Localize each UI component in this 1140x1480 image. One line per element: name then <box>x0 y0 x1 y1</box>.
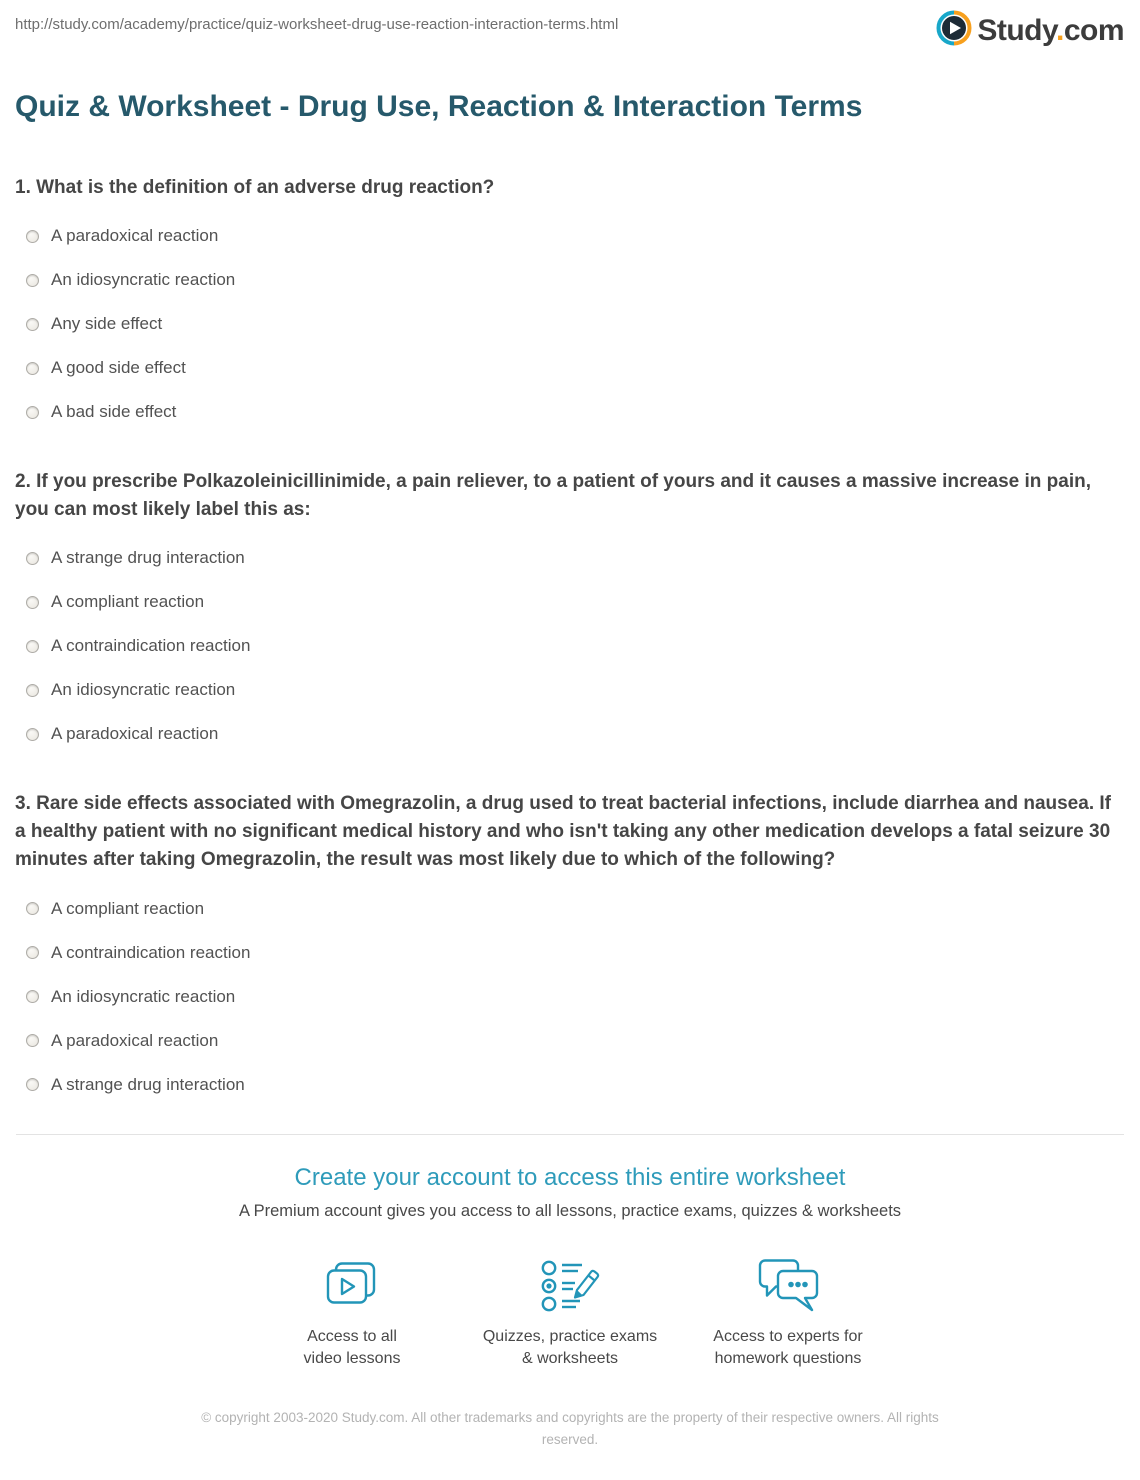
question-1-heading: 1. What is the definition of an adverse drug reaction? <box>15 176 495 198</box>
option-label[interactable]: A paradoxical reaction <box>51 724 219 744</box>
question-1 <box>15 174 1125 421</box>
feature-label: Access to all video lessons <box>303 1327 401 1368</box>
question-3-options <box>15 900 1125 1094</box>
option-row[interactable] <box>15 681 1125 699</box>
question-2-heading: 2. If you prescribe Polkazoleinicillinimide, a pain reliever, to a patient of yours and it causes a massive increase in pain, you can most likely label this as: <box>15 471 1092 521</box>
option-label[interactable]: A contraindication reaction <box>51 636 251 656</box>
studycom-play-icon <box>936 10 972 51</box>
chat-experts-icon <box>756 1257 820 1315</box>
option-row[interactable] <box>15 900 1125 918</box>
option-row[interactable] <box>15 403 1125 421</box>
radio-button[interactable] <box>26 318 39 331</box>
option-label[interactable]: An idiosyncratic reaction <box>51 270 236 289</box>
radio-button[interactable] <box>26 362 39 375</box>
radio-button[interactable] <box>26 230 39 243</box>
option-row[interactable] <box>15 227 1125 245</box>
studycom-logo[interactable] <box>936 10 1124 51</box>
feature-homework-experts <box>679 1257 897 1371</box>
section-divider <box>16 1134 1124 1135</box>
question-2 <box>15 468 1125 743</box>
option-row[interactable] <box>15 359 1125 377</box>
cta-title: Create your account to access this entire worksheet <box>294 1163 846 1191</box>
option-label[interactable]: A compliant reaction <box>51 898 205 918</box>
top-bar <box>0 0 1140 51</box>
radio-button[interactable] <box>26 596 39 609</box>
option-row[interactable] <box>15 725 1125 743</box>
option-label[interactable]: Any side effect <box>51 314 163 333</box>
radio-button[interactable] <box>26 902 39 915</box>
feature-quizzes-worksheets <box>461 1257 679 1371</box>
radio-button[interactable] <box>26 406 39 419</box>
option-row[interactable] <box>15 944 1125 962</box>
option-label[interactable]: An idiosyncratic reaction <box>51 680 236 700</box>
video-lessons-icon <box>323 1257 381 1315</box>
radio-button[interactable] <box>26 1078 39 1091</box>
option-row[interactable] <box>15 1076 1125 1094</box>
radio-button[interactable] <box>26 1034 39 1047</box>
question-3-heading: 3. Rare side effects associated with Omegrazolin, a drug used to treat bacterial infections, include diarrhea and nausea. If a healthy patient with no significant medical history and who isn't taking any other medication develops a fatal seizure 30 minutes after taking Omegrazolin, the result was most likely due to which of the following? <box>15 793 1111 871</box>
option-label[interactable]: A contraindication reaction <box>51 942 251 962</box>
option-label[interactable]: A bad side effect <box>51 402 177 421</box>
radio-button[interactable] <box>26 946 39 959</box>
question-1-options <box>15 227 1125 421</box>
copyright-text: © copyright 2003-2020 Study.com. All other trademarks and copyrights are the property of their respective owners. All rights reserved. <box>201 1410 939 1448</box>
option-row[interactable] <box>15 593 1125 611</box>
option-label[interactable]: A compliant reaction <box>51 592 205 612</box>
option-label[interactable]: A paradoxical reaction <box>51 1030 219 1050</box>
feature-video-lessons <box>243 1257 461 1371</box>
radio-button[interactable] <box>26 990 39 1003</box>
logo-wordmark: Study.com <box>977 13 1124 47</box>
question-3 <box>15 790 1125 1093</box>
feature-list <box>0 1257 1140 1371</box>
quiz-content <box>0 174 1140 1094</box>
option-row[interactable] <box>15 988 1125 1006</box>
radio-button[interactable] <box>26 274 39 287</box>
feature-label: Access to experts for homework questions <box>713 1327 863 1368</box>
question-2-options <box>15 549 1125 743</box>
option-label[interactable]: A paradoxical reaction <box>51 226 219 245</box>
radio-button[interactable] <box>26 640 39 653</box>
option-row[interactable] <box>15 271 1125 289</box>
page-title: Quiz & Worksheet - Drug Use, Reaction & Interaction Terms <box>15 90 863 123</box>
radio-button[interactable] <box>26 684 39 697</box>
page-url: http://study.com/academy/practice/quiz-worksheet-drug-use-reaction-interaction-terms.html <box>15 16 619 33</box>
radio-button[interactable] <box>26 728 39 741</box>
option-row[interactable] <box>15 315 1125 333</box>
feature-label: Quizzes, practice exams & worksheets <box>482 1327 658 1368</box>
option-row[interactable] <box>15 1032 1125 1050</box>
option-row[interactable] <box>15 637 1125 655</box>
option-row[interactable] <box>15 549 1125 567</box>
option-label[interactable]: An idiosyncratic reaction <box>51 986 236 1006</box>
cta-section <box>0 1162 1140 1480</box>
option-label[interactable]: A strange drug interaction <box>51 548 245 568</box>
option-label[interactable]: A strange drug interaction <box>51 1074 245 1094</box>
option-label[interactable]: A good side effect <box>51 358 186 377</box>
cta-subtitle: A Premium account gives you access to all lessons, practice exams, quizzes & worksheets <box>238 1201 902 1220</box>
radio-button[interactable] <box>26 552 39 565</box>
quizzes-worksheets-icon <box>539 1257 601 1315</box>
